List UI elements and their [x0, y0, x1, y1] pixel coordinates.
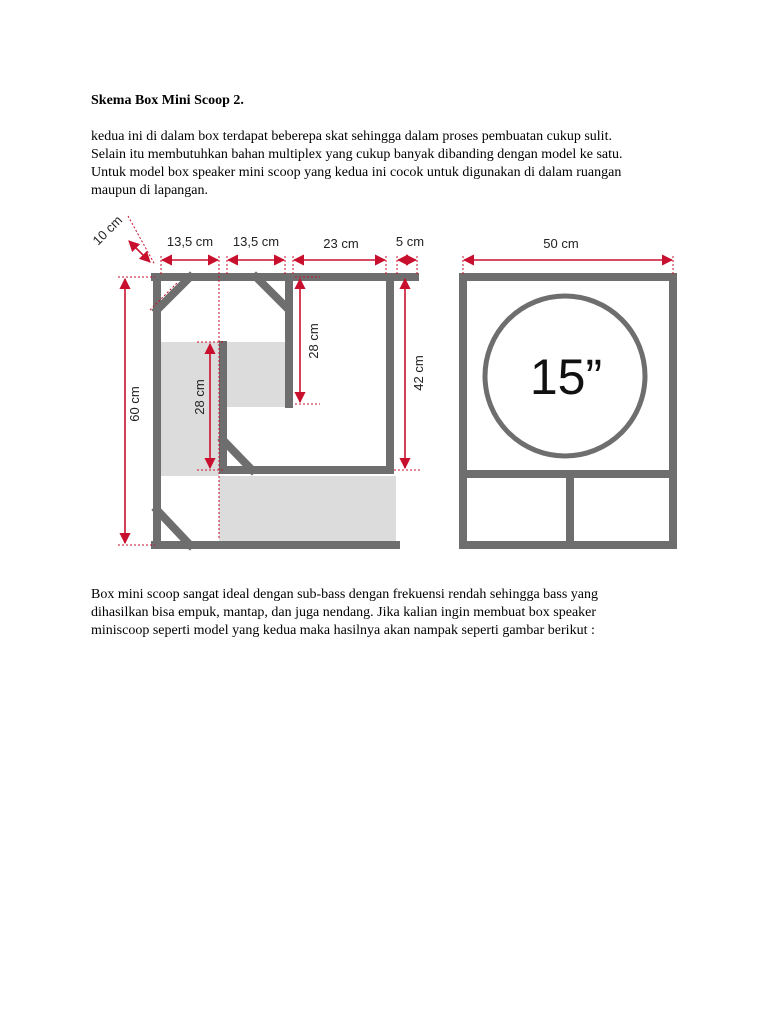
dim-label-60: 60 cm [127, 386, 142, 422]
brace-inner [223, 440, 252, 470]
dim-label-28-inner: 28 cm [192, 379, 207, 415]
paragraph-line: Box mini scoop sangat ideal dengan sub-bass dengan frekuensi rendah sehingga bass yang [91, 587, 598, 602]
paragraph-line: miniscoop seperti model yang kedua maka hasilnya akan nampak seperti gambar berikut : [91, 623, 595, 638]
page-title: Skema Box Mini Scoop 2. [91, 93, 244, 108]
paragraph-line: maupun di lapangan. [91, 183, 209, 198]
shaded-chambers [161, 342, 396, 542]
paragraph-line: kedua ini di dalam box terdapat beberepa skat sehingga dalam proses pembuatan cukup sulit. [91, 129, 612, 144]
front-view-panels [463, 277, 673, 545]
dim-label-10: 10 cm [89, 212, 126, 249]
dim-label-42: 42 cm [411, 355, 426, 391]
paragraph-line: Selain itu membutuhkan bahan multiplex yang cukup banyak dibanding dengan model ke satu. [91, 147, 623, 162]
dim-label-28-right: 28 cm [306, 323, 321, 359]
closing-paragraph [91, 586, 691, 640]
brace-top-mid [256, 277, 285, 306]
dim-label-23: 23 cm [323, 236, 359, 251]
speaker-size-label: 15” [529, 349, 603, 405]
dim-label-50: 50 cm [543, 236, 579, 251]
paragraph-line: Untuk model box speaker mini scoop yang kedua ini cocok untuk digunakan di dalam ruangan [91, 165, 622, 180]
dim-label-13-5-second: 13,5 cm [232, 234, 280, 249]
shaded-chamber-bottom [219, 476, 396, 542]
shaded-chamber-upper [223, 342, 285, 407]
brace-top-left [157, 277, 190, 310]
dim-label-13-5-first: 13,5 cm [166, 234, 214, 249]
brace-bottom-left [157, 510, 190, 545]
paragraph-line: dihasilkan bisa empuk, mantap, dan juga nendang. Jika kalian ingin membuat box speaker [91, 605, 597, 620]
dim-label-5: 5 cm [395, 234, 425, 249]
